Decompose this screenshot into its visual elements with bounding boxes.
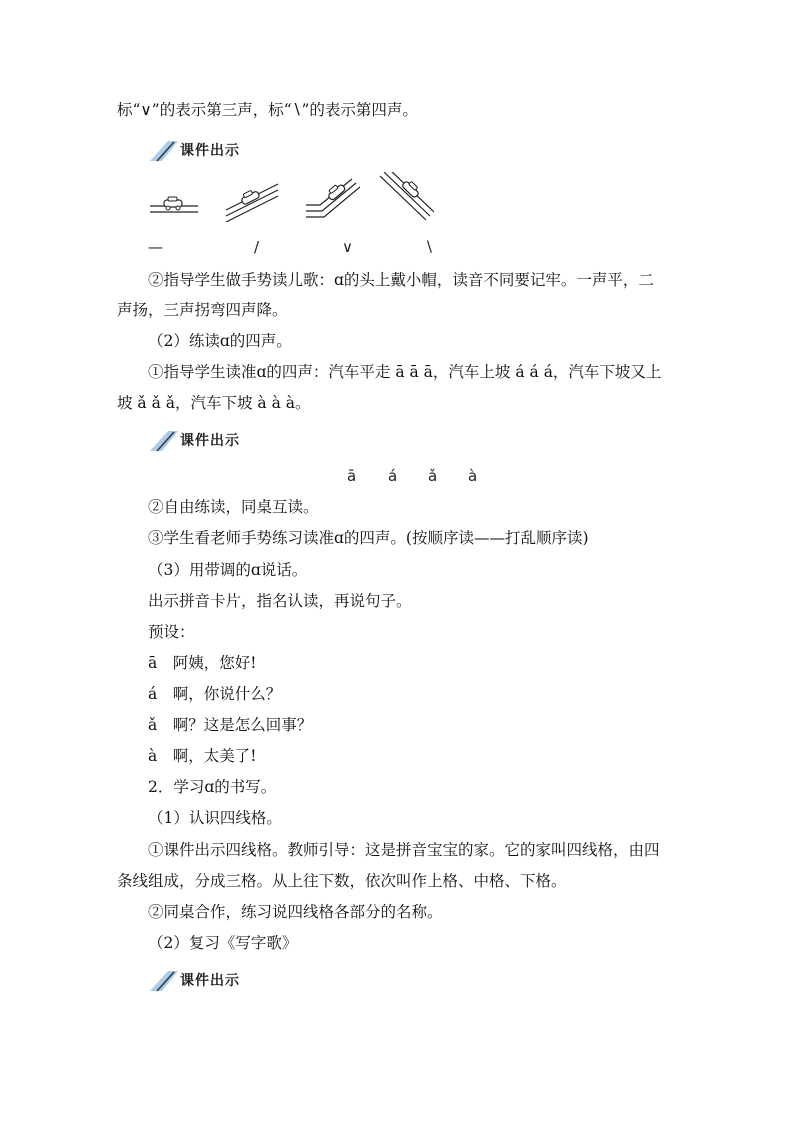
text-line: ③学生看老师手势练习读准ɑ的四声。(按顺序读——打乱顺序读) (148, 529, 589, 547)
car-flat-road-illustration (148, 170, 200, 222)
text-line: （3）用带调的ɑ说话。 (148, 561, 308, 579)
car-uphill-road-illustration (222, 180, 282, 222)
text-line: ②同桌合作，练习说四线格各部分的名称。 (148, 903, 443, 921)
car-downhill-uphill-road-illustration (302, 175, 360, 223)
badge-label: 课件出示 (180, 143, 240, 159)
text-line: ①指导学生读准ɑ的四声：汽车平走 ā ā ā，汽车上坡 á á á，汽车下坡又上 (148, 363, 662, 381)
text-line: ā 阿姨，您好! (148, 654, 257, 672)
tone-a4: à (468, 467, 478, 485)
text-line: 2．学习ɑ的书写。 (148, 778, 277, 796)
tone-a2: á (388, 467, 398, 485)
car-downhill-road-illustration (378, 172, 434, 224)
tone-mark-fourth: ∖ (424, 238, 434, 256)
tone-mark-first: — (148, 238, 163, 256)
pen-stripe-icon (148, 137, 182, 163)
text-line: 出示拼音卡片，指名认读，再说句子。 (148, 592, 412, 610)
text-line: à 啊，太美了! (148, 747, 257, 765)
tone-mark-third: ∨ (342, 238, 353, 256)
pen-stripe-icon (148, 427, 182, 453)
tone-a3: ǎ (428, 467, 438, 485)
text-line: á 啊，你说什么？ (148, 685, 282, 703)
text-line: 条线组成，分成三格。从上往下数，依次叫作上格、中格、下格。 (117, 872, 567, 890)
pen-stripe-icon (148, 967, 182, 993)
text-line: 坡 ǎ ǎ ǎ，汽车下坡 à à à。 (117, 394, 311, 412)
text-line: ②自由练读，同桌互读。 (148, 498, 319, 516)
text-line: （1）认识四线格。 (148, 809, 282, 827)
text-line: ǎ 啊？这是怎么回事？ (148, 716, 313, 734)
text-line: （2）练读ɑ的四声。 (148, 332, 292, 350)
courseware-badge (148, 138, 240, 162)
courseware-badge (148, 428, 240, 452)
text-line: ①课件出示四线格。教师引导：这是拼音宝宝的家。它的家叫四线格，由四 (148, 841, 660, 859)
text-line: （2）复习《写字歌》 (148, 934, 298, 952)
text-line: 预设： (148, 623, 195, 641)
tone-a1: ā (347, 467, 357, 485)
courseware-badge (148, 968, 240, 992)
text-line: 标“∨”的表示第三声，标“∖”的表示第四声。 (117, 101, 418, 119)
text-line: ②指导学生做手势读儿歌：ɑ的头上戴小帽，读音不同要记牢。一声平，二 (148, 271, 654, 289)
tone-mark-second: / (254, 238, 260, 256)
text-line: 声扬，三声拐弯四声降。 (117, 301, 288, 319)
badge-label: 课件出示 (180, 433, 240, 449)
badge-label: 课件出示 (180, 973, 240, 989)
